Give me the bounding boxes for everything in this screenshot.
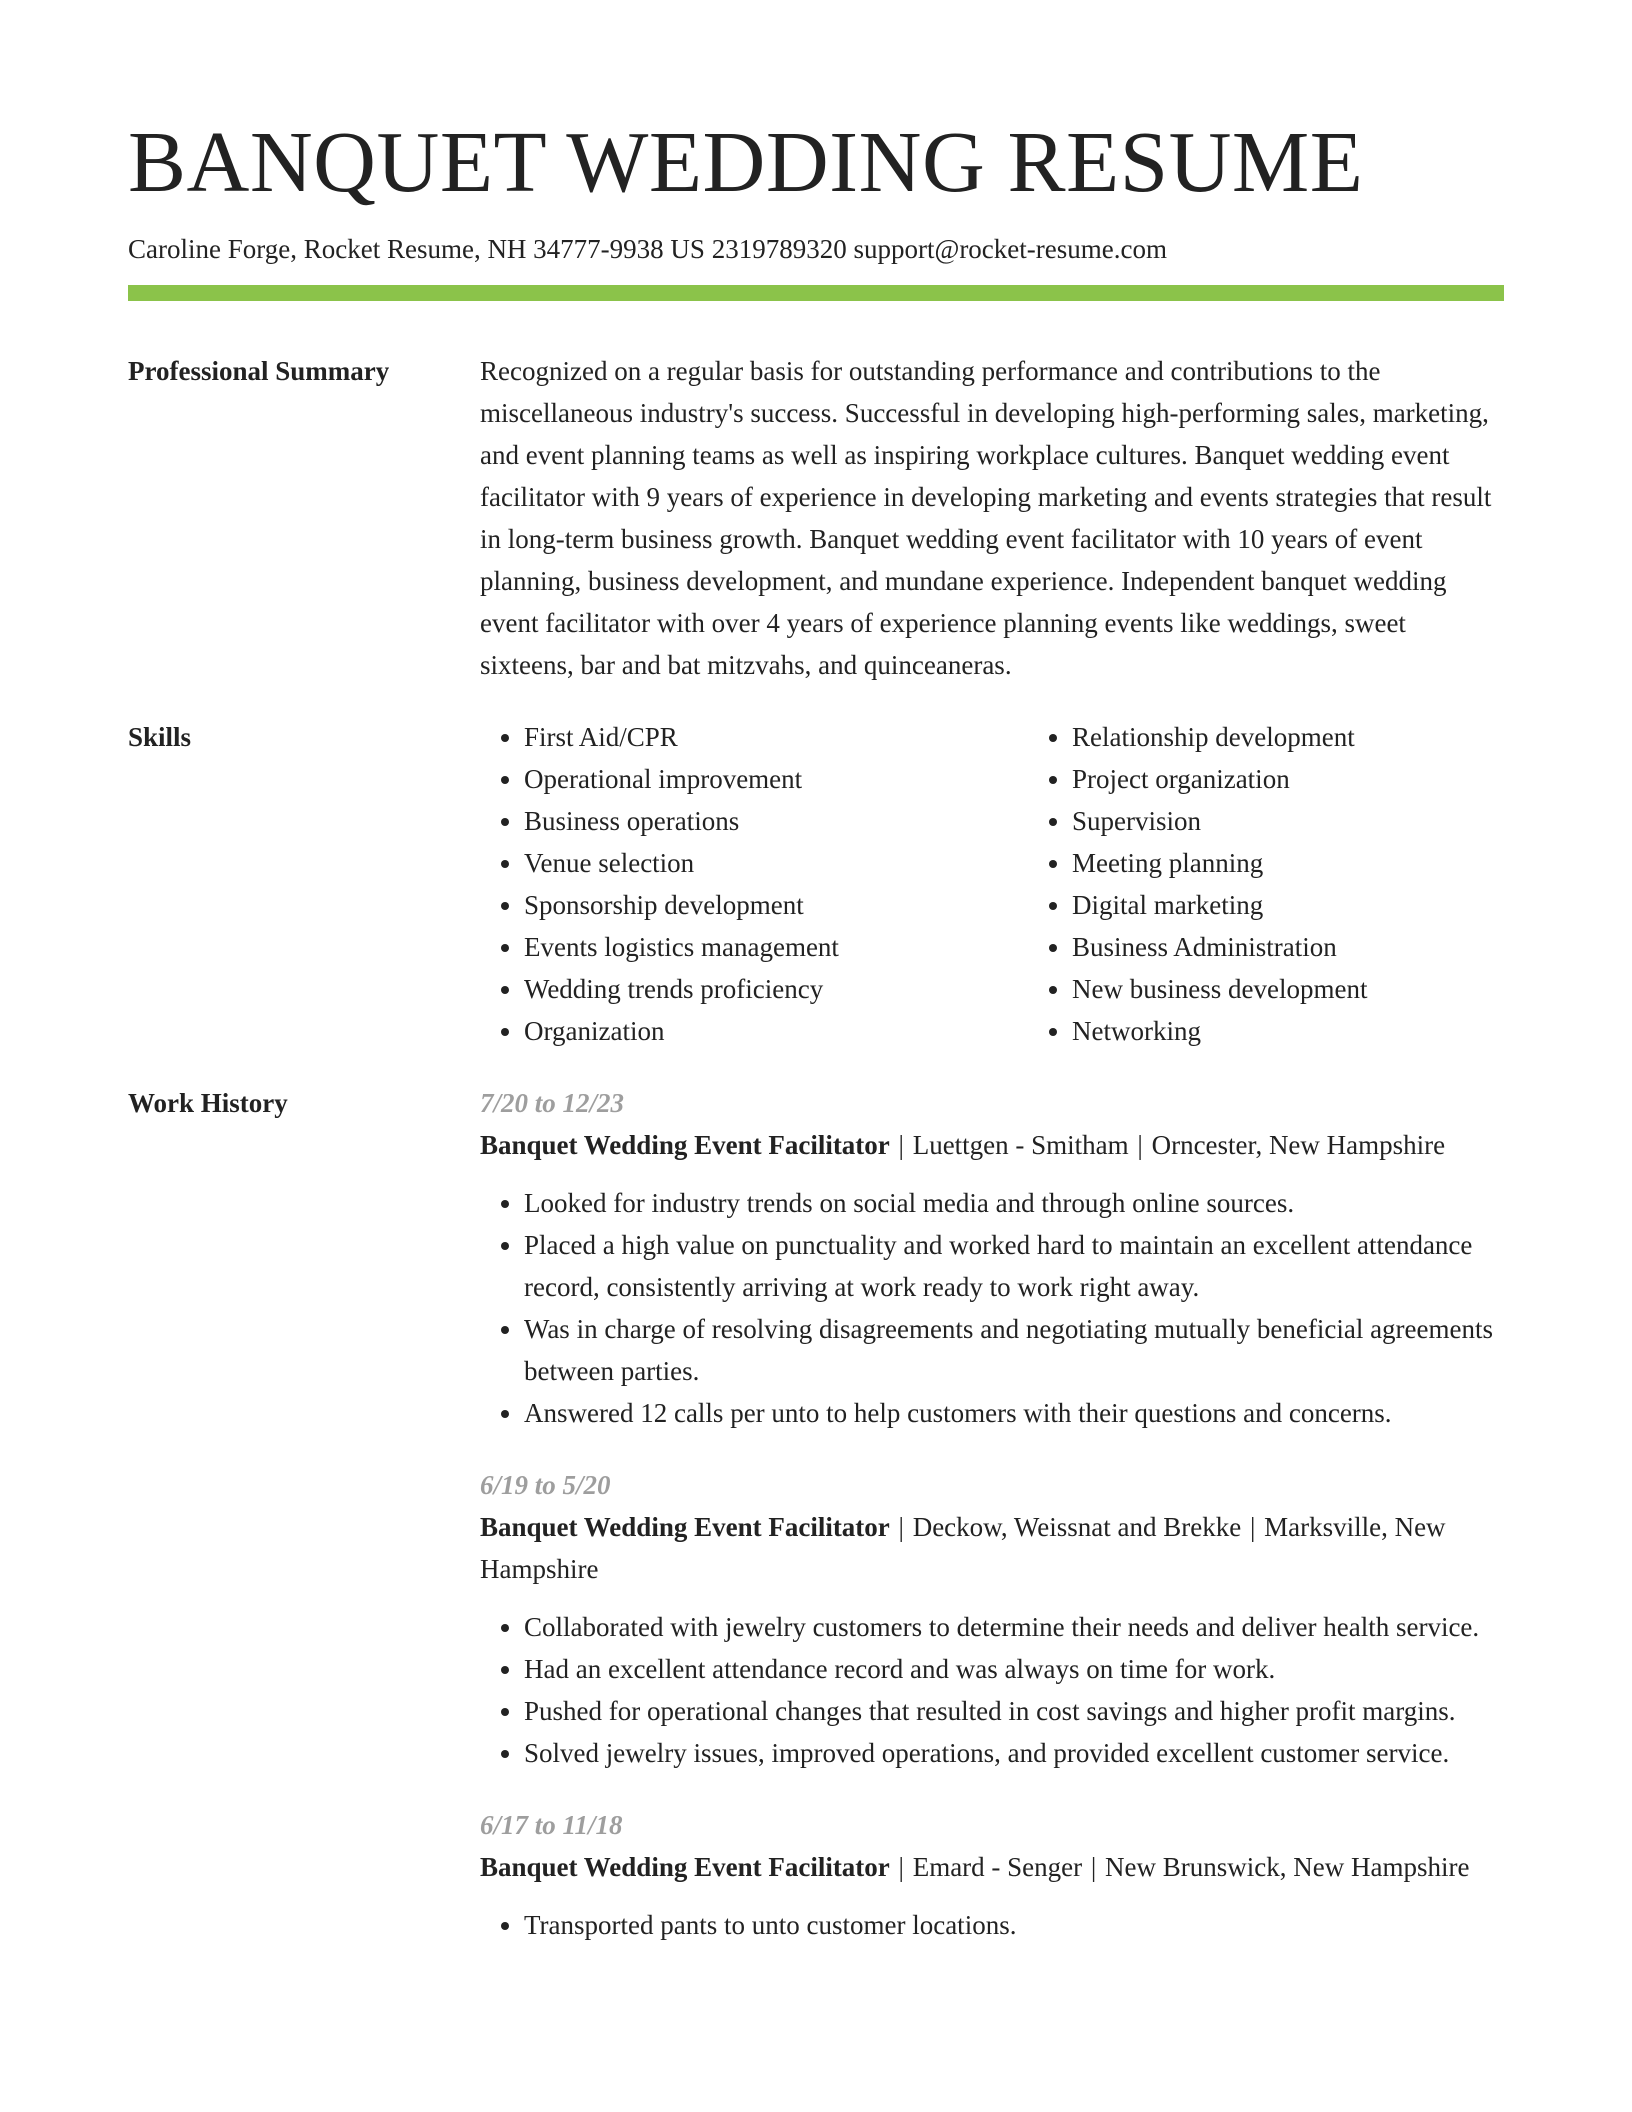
resume-content xyxy=(128,350,1504,1976)
job-bullet: • Looked for industry trends on social media and through online sources. xyxy=(524,1182,1504,1224)
separator: | xyxy=(898,1130,904,1160)
job-bullet: • Solved jewelry issues, improved operations, and provided excellent customer service. xyxy=(524,1732,1504,1774)
skill-item: • Meeting planning xyxy=(1072,842,1532,884)
job-location: Marksville, New Hampshire xyxy=(480,1512,1446,1584)
job-entry xyxy=(480,1804,1504,1946)
skill-item: • Digital marketing xyxy=(1072,884,1532,926)
job-bullet: • Placed a high value on punctuality and worked hard to maintain an excellent attendance record, consistently arriving at work ready to work right away. xyxy=(524,1224,1504,1308)
resume-title: BANQUET WEDDING RESUME xyxy=(128,113,1364,210)
professional-summary-section xyxy=(128,350,1504,686)
contact-name-address: Caroline Forge, Rocket Resume, NH 34777-9938 US xyxy=(128,234,705,264)
job-bullets xyxy=(480,1606,1504,1774)
job-company: Luettgen - Smitham xyxy=(912,1130,1129,1160)
job-bullets xyxy=(480,1182,1504,1434)
job-title-line xyxy=(480,1506,1504,1590)
separator: | xyxy=(1090,1852,1097,1882)
skill-item: • Wedding trends proficiency xyxy=(524,968,1028,1010)
skill-item: • Operational improvement xyxy=(524,758,1028,800)
skill-item: • Business operations xyxy=(524,800,1028,842)
separator: | xyxy=(1137,1130,1143,1160)
job-bullet: • Pushed for operational changes that resulted in cost savings and higher profit margins. xyxy=(524,1690,1504,1732)
job-bullet: • Transported pants to unto customer locations. xyxy=(524,1904,1504,1946)
job-bullets xyxy=(480,1904,1504,1946)
skill-item: • Supervision xyxy=(1072,800,1532,842)
separator: | xyxy=(1249,1512,1256,1542)
job-bullet: • Had an excellent attendance record and was always on time for work. xyxy=(524,1648,1504,1690)
skill-item: • Venue selection xyxy=(524,842,1028,884)
header-divider xyxy=(128,285,1504,301)
skill-item: • Sponsorship development xyxy=(524,884,1028,926)
skill-item: • Networking xyxy=(1072,1010,1532,1052)
work-history-section xyxy=(128,1082,1504,1946)
job-entry xyxy=(480,1082,1504,1434)
section-label-skills: Skills xyxy=(128,722,192,752)
skill-item: • New business development xyxy=(1072,968,1532,1010)
section-label-professional-summary: Professional Summary xyxy=(128,356,390,386)
skills-list-right xyxy=(1028,716,1532,1052)
skills-section xyxy=(128,716,1504,1052)
job-dates: 7/20 to 12/23 xyxy=(480,1088,625,1118)
job-role: Banquet Wedding Event Facilitator xyxy=(480,1130,890,1160)
skill-item: • Organization xyxy=(524,1010,1028,1052)
job-bullet: • Collaborated with jewelry customers to determine their needs and deliver health service. xyxy=(524,1606,1504,1648)
job-bullet: • Answered 12 calls per unto to help customers with their questions and concerns. xyxy=(524,1392,1504,1434)
job-dates: 6/17 to 11/18 xyxy=(480,1810,623,1840)
summary-text: Recognized on a regular basis for outstanding performance and contributions to the miscellaneous industry's success. Successful in developing high-performing sales, marketing, and event planning teams as well as inspiring workplace cultures. Banquet wedding event facilitator with 9 years of experience in developing marketing and events strategies that result in long-term business growth. Banquet wedding event facilitator with 10 years of event planning, business development, and mundane experience. Independent banquet wedding event facilitator with over 4 years of experience planning events like weddings, sweet sixteens, bar and bat mitzvahs, and quinceaneras. xyxy=(480,356,1492,680)
skills-list-left xyxy=(480,716,1028,1052)
summary-body xyxy=(480,350,1504,686)
skill-item: • Business Administration xyxy=(1072,926,1532,968)
job-location: New Brunswick, New Hampshire xyxy=(1105,1852,1470,1882)
contact-email: support@rocket-resume.com xyxy=(853,234,1167,264)
job-company: Deckow, Weissnat and Brekke xyxy=(912,1512,1242,1542)
skill-item: • Relationship development xyxy=(1072,716,1532,758)
job-entry xyxy=(480,1464,1504,1774)
job-company: Emard - Senger xyxy=(912,1852,1083,1882)
skill-item: • First Aid/CPR xyxy=(524,716,1028,758)
skills-body xyxy=(480,716,1532,1052)
contact-phone: 2319789320 xyxy=(711,234,847,264)
work-history-body xyxy=(480,1082,1504,1946)
separator: | xyxy=(898,1852,904,1882)
section-label-work-history: Work History xyxy=(128,1088,288,1118)
skill-item: • Events logistics management xyxy=(524,926,1028,968)
separator: | xyxy=(898,1512,904,1542)
job-title-line xyxy=(480,1846,1504,1888)
job-dates: 6/19 to 5/20 xyxy=(480,1470,611,1500)
job-role: Banquet Wedding Event Facilitator xyxy=(480,1512,890,1542)
job-bullet: • Was in charge of resolving disagreements and negotiating mutually beneficial agreements between parties. xyxy=(524,1308,1504,1392)
contact-line xyxy=(128,233,1167,265)
job-title-line xyxy=(480,1124,1504,1166)
skill-item: • Project organization xyxy=(1072,758,1532,800)
job-location: Orncester, New Hampshire xyxy=(1151,1130,1446,1160)
job-role: Banquet Wedding Event Facilitator xyxy=(480,1852,890,1882)
